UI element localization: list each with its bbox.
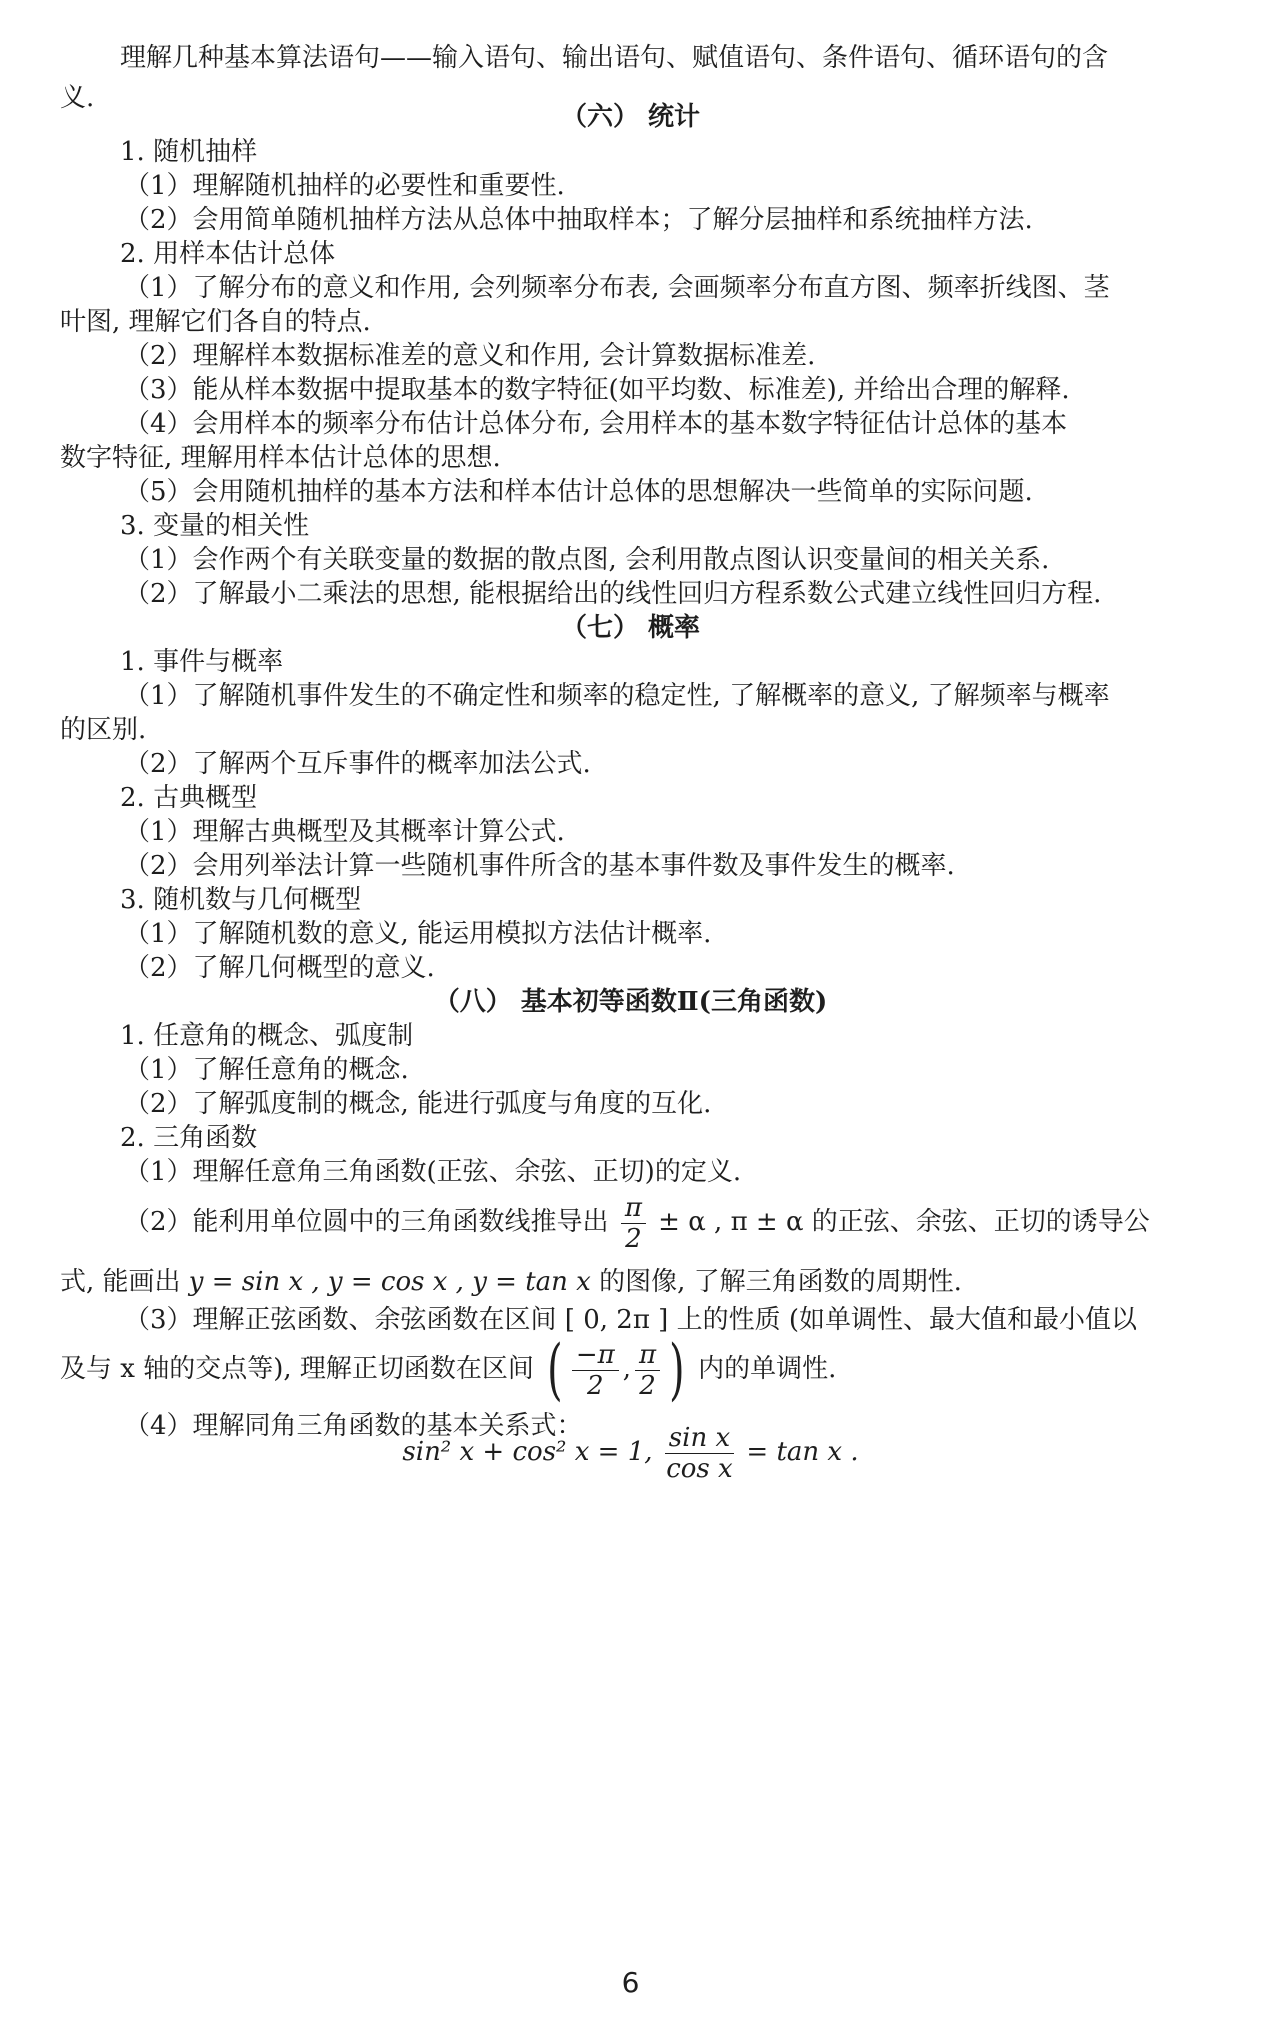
fraction-sin-over-cos <box>665 1423 734 1484</box>
fraction-numerator: π <box>621 1193 646 1224</box>
text-line: （1）会作两个有关联变量的数据的散点图, 会利用散点图认识变量间的相关关系. <box>124 545 1050 575</box>
math-expression: y = sin x , y = cos x , y = tan x <box>188 1267 591 1297</box>
math-expression: sin² x + cos² x = 1, <box>402 1437 653 1467</box>
text-line: 义. <box>60 83 95 113</box>
text-line: （3）能从样本数据中提取基本的数字特征(如平均数、标准差), 并给出合理的解释. <box>124 375 1070 405</box>
subsection-title: 2. 古典概型 <box>120 783 258 813</box>
fraction-neg-pi-over-2 <box>572 1340 619 1401</box>
text-line: 的区别. <box>60 715 147 745</box>
text-line: （5）会用随机抽样的基本方法和样本估计总体的思想解决一些简单的实际问题. <box>124 477 1033 507</box>
text-segment: ± α , π ± α 的正弦、余弦、正切的诱导公 <box>658 1207 1150 1237</box>
left-paren: ( <box>547 1331 563 1408</box>
text-segment: 内的单调性. <box>698 1354 837 1384</box>
fraction-numerator: −π <box>572 1340 619 1371</box>
text-line: （1）了解随机数的意义, 能运用模拟方法估计概率. <box>124 919 712 949</box>
text-line-with-math <box>60 1262 1210 1302</box>
section-heading-trig-functions: （八） 基本初等函数Ⅱ(三角函数) <box>433 987 828 1017</box>
fraction-denominator: 2 <box>625 1223 642 1254</box>
subsection-title: 1. 任意角的概念、弧度制 <box>120 1021 414 1051</box>
text-line: 叶图, 理解它们各自的特点. <box>60 307 371 337</box>
subsection-title: 1. 随机抽样 <box>120 137 258 167</box>
subsection-title: 2. 三角函数 <box>120 1123 258 1153</box>
subsection-title: 3. 随机数与几何概型 <box>120 885 362 915</box>
text-line: （2）理解样本数据标准差的意义和作用, 会计算数据标准差. <box>124 341 816 371</box>
text-line: （2）了解弧度制的概念, 能进行弧度与角度的互化. <box>124 1089 712 1119</box>
section-heading-probability: （七） 概率 <box>560 613 701 643</box>
fraction-pi-over-2 <box>621 1193 646 1254</box>
formula-trig-identities <box>0 1420 1261 1484</box>
text-line: （2）会用列举法计算一些随机事件所含的基本事件数及事件发生的概率. <box>124 851 955 881</box>
fraction-numerator: sin x <box>665 1423 734 1454</box>
comma: , <box>622 1354 632 1384</box>
text-line: 数字特征, 理解用样本估计总体的思想. <box>60 443 501 473</box>
text-line: 理解几种基本算法语句——输入语句、输出语句、赋值语句、条件语句、循环语句的含 <box>120 43 1109 73</box>
text-line: （4）理解同角三角函数的基本关系式： <box>124 1411 583 1441</box>
text-line: （1）了解分布的意义和作用, 会列频率分布表, 会画频率分布直方图、频率折线图、茎 <box>124 273 1110 303</box>
text-line: （1）理解随机抽样的必要性和重要性. <box>124 171 565 201</box>
fraction-numerator: π <box>635 1340 660 1371</box>
text-line-with-interval <box>60 1331 1210 1408</box>
math-expression: = tan x . <box>746 1437 859 1467</box>
text-segment: 及与 x 轴的交点等), 理解正切函数在区间 <box>60 1354 534 1384</box>
section-heading-statistics: （六） 统计 <box>560 102 701 132</box>
text-line: （2）会用简单随机抽样方法从总体中抽取样本；了解分层抽样和系统抽样方法. <box>124 205 1033 235</box>
text-line: （3）理解正弦函数、余弦函数在区间 [ 0, 2π ] 上的性质 (如单调性、最大值和最小值以 <box>124 1305 1137 1335</box>
text-line: （4）会用样本的频率分布估计总体分布, 会用样本的基本数字特征估计总体的基本 <box>124 409 1068 439</box>
subsection-title: 2. 用样本估计总体 <box>120 239 336 269</box>
text-segment: （2）能利用单位圆中的三角函数线推导出 <box>124 1207 609 1237</box>
text-line-with-fraction <box>124 1190 1261 1254</box>
text-line: （1）理解任意角三角函数(正弦、余弦、正切)的定义. <box>124 1157 742 1187</box>
text-line: （1）了解随机事件发生的不确定性和频率的稳定性, 了解概率的意义, 了解频率与概率 <box>124 681 1110 711</box>
text-segment: 式, 能画出 <box>60 1267 189 1297</box>
text-line: （2）了解几何概型的意义. <box>124 953 435 983</box>
right-paren: ) <box>669 1331 685 1408</box>
fraction-denominator: 2 <box>587 1370 604 1401</box>
text-line: （1）理解古典概型及其概率计算公式. <box>124 817 565 847</box>
text-line: （2）了解最小二乘法的思想, 能根据给出的线性回归方程系数公式建立线性回归方程. <box>124 579 1102 609</box>
text-line: （1）了解任意角的概念. <box>124 1055 409 1085</box>
subsection-title: 3. 变量的相关性 <box>120 511 310 541</box>
text-segment: 的图像, 了解三角函数的周期性. <box>590 1267 962 1297</box>
fraction-denominator: cos x <box>666 1453 733 1484</box>
fraction-denominator: 2 <box>639 1370 656 1401</box>
text-line: （2）了解两个互斥事件的概率加法公式. <box>124 749 591 779</box>
page-number: 6 <box>621 1966 640 1999</box>
subsection-title: 1. 事件与概率 <box>120 647 284 677</box>
fraction-pi-over-2 <box>635 1340 660 1401</box>
